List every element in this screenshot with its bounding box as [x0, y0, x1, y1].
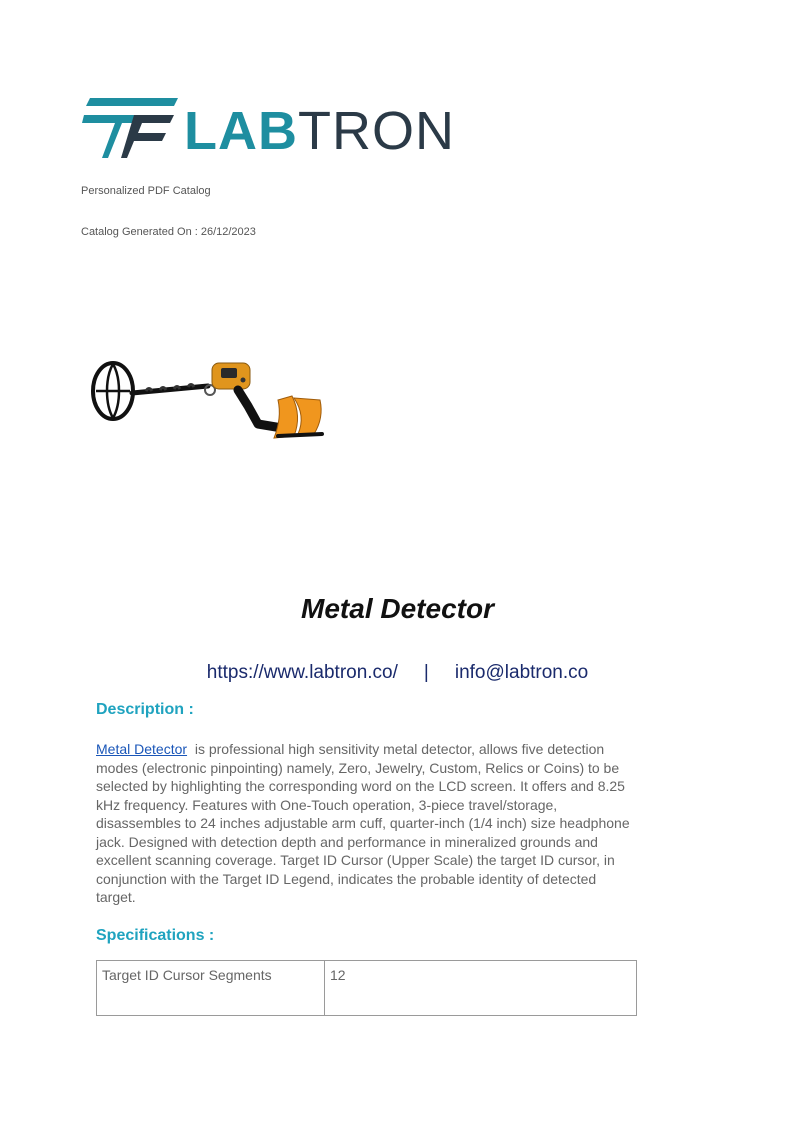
metal-detector-icon: [88, 358, 328, 450]
specifications-table: [96, 960, 637, 1016]
labtron-logo: [82, 95, 462, 161]
spec-key: Target ID Cursor Segments: [97, 961, 325, 1016]
contact-separator: |: [423, 662, 429, 683]
contact-line: [0, 662, 795, 684]
website-link[interactable]: https://www.labtron.co/: [206, 662, 398, 683]
description-heading: Description :: [96, 701, 194, 718]
description-body: is professional high sensitivity metal detector, allows five detection modes (electronic pinpointing) namely, Zero, Jewelry, Custom, Relics or Coins) to be selected by highlighting the corresponding word on the LCD screen. It offers and 8.25 kHz frequency. Features with One-Touch operation, 3-piece travel/storage, disassembles to 24 inches adjustable arm cuff, quarter-inch (1/4 inch) size headphone jack. Designed with detection depth and performance in mineralized grounds and excellent scanning coverage. Target ID Cursor (Upper Scale) the target ID cursor, in conjunction with the Target ID Legend, indicates the probable identity of detected target.: [96, 741, 630, 905]
description-text: [96, 740, 636, 907]
catalog-label: Personalized PDF Catalog: [81, 185, 211, 197]
product-link[interactable]: Metal Detector: [96, 741, 188, 757]
logo-text-lab: LAB: [184, 101, 298, 161]
spec-value: 12: [325, 961, 637, 1016]
email-link[interactable]: info@labtron.co: [454, 662, 589, 683]
logo-text-tron: TRON: [297, 101, 455, 161]
metal-detector-image: [88, 358, 328, 450]
labtron-logo-mark-icon: [82, 95, 180, 161]
table-row: [97, 961, 637, 1016]
specifications-heading: Specifications :: [96, 927, 215, 944]
generated-date: Catalog Generated On : 26/12/2023: [81, 226, 256, 238]
logo-wordmark: [184, 103, 455, 159]
product-title: Metal Detector: [301, 593, 494, 624]
